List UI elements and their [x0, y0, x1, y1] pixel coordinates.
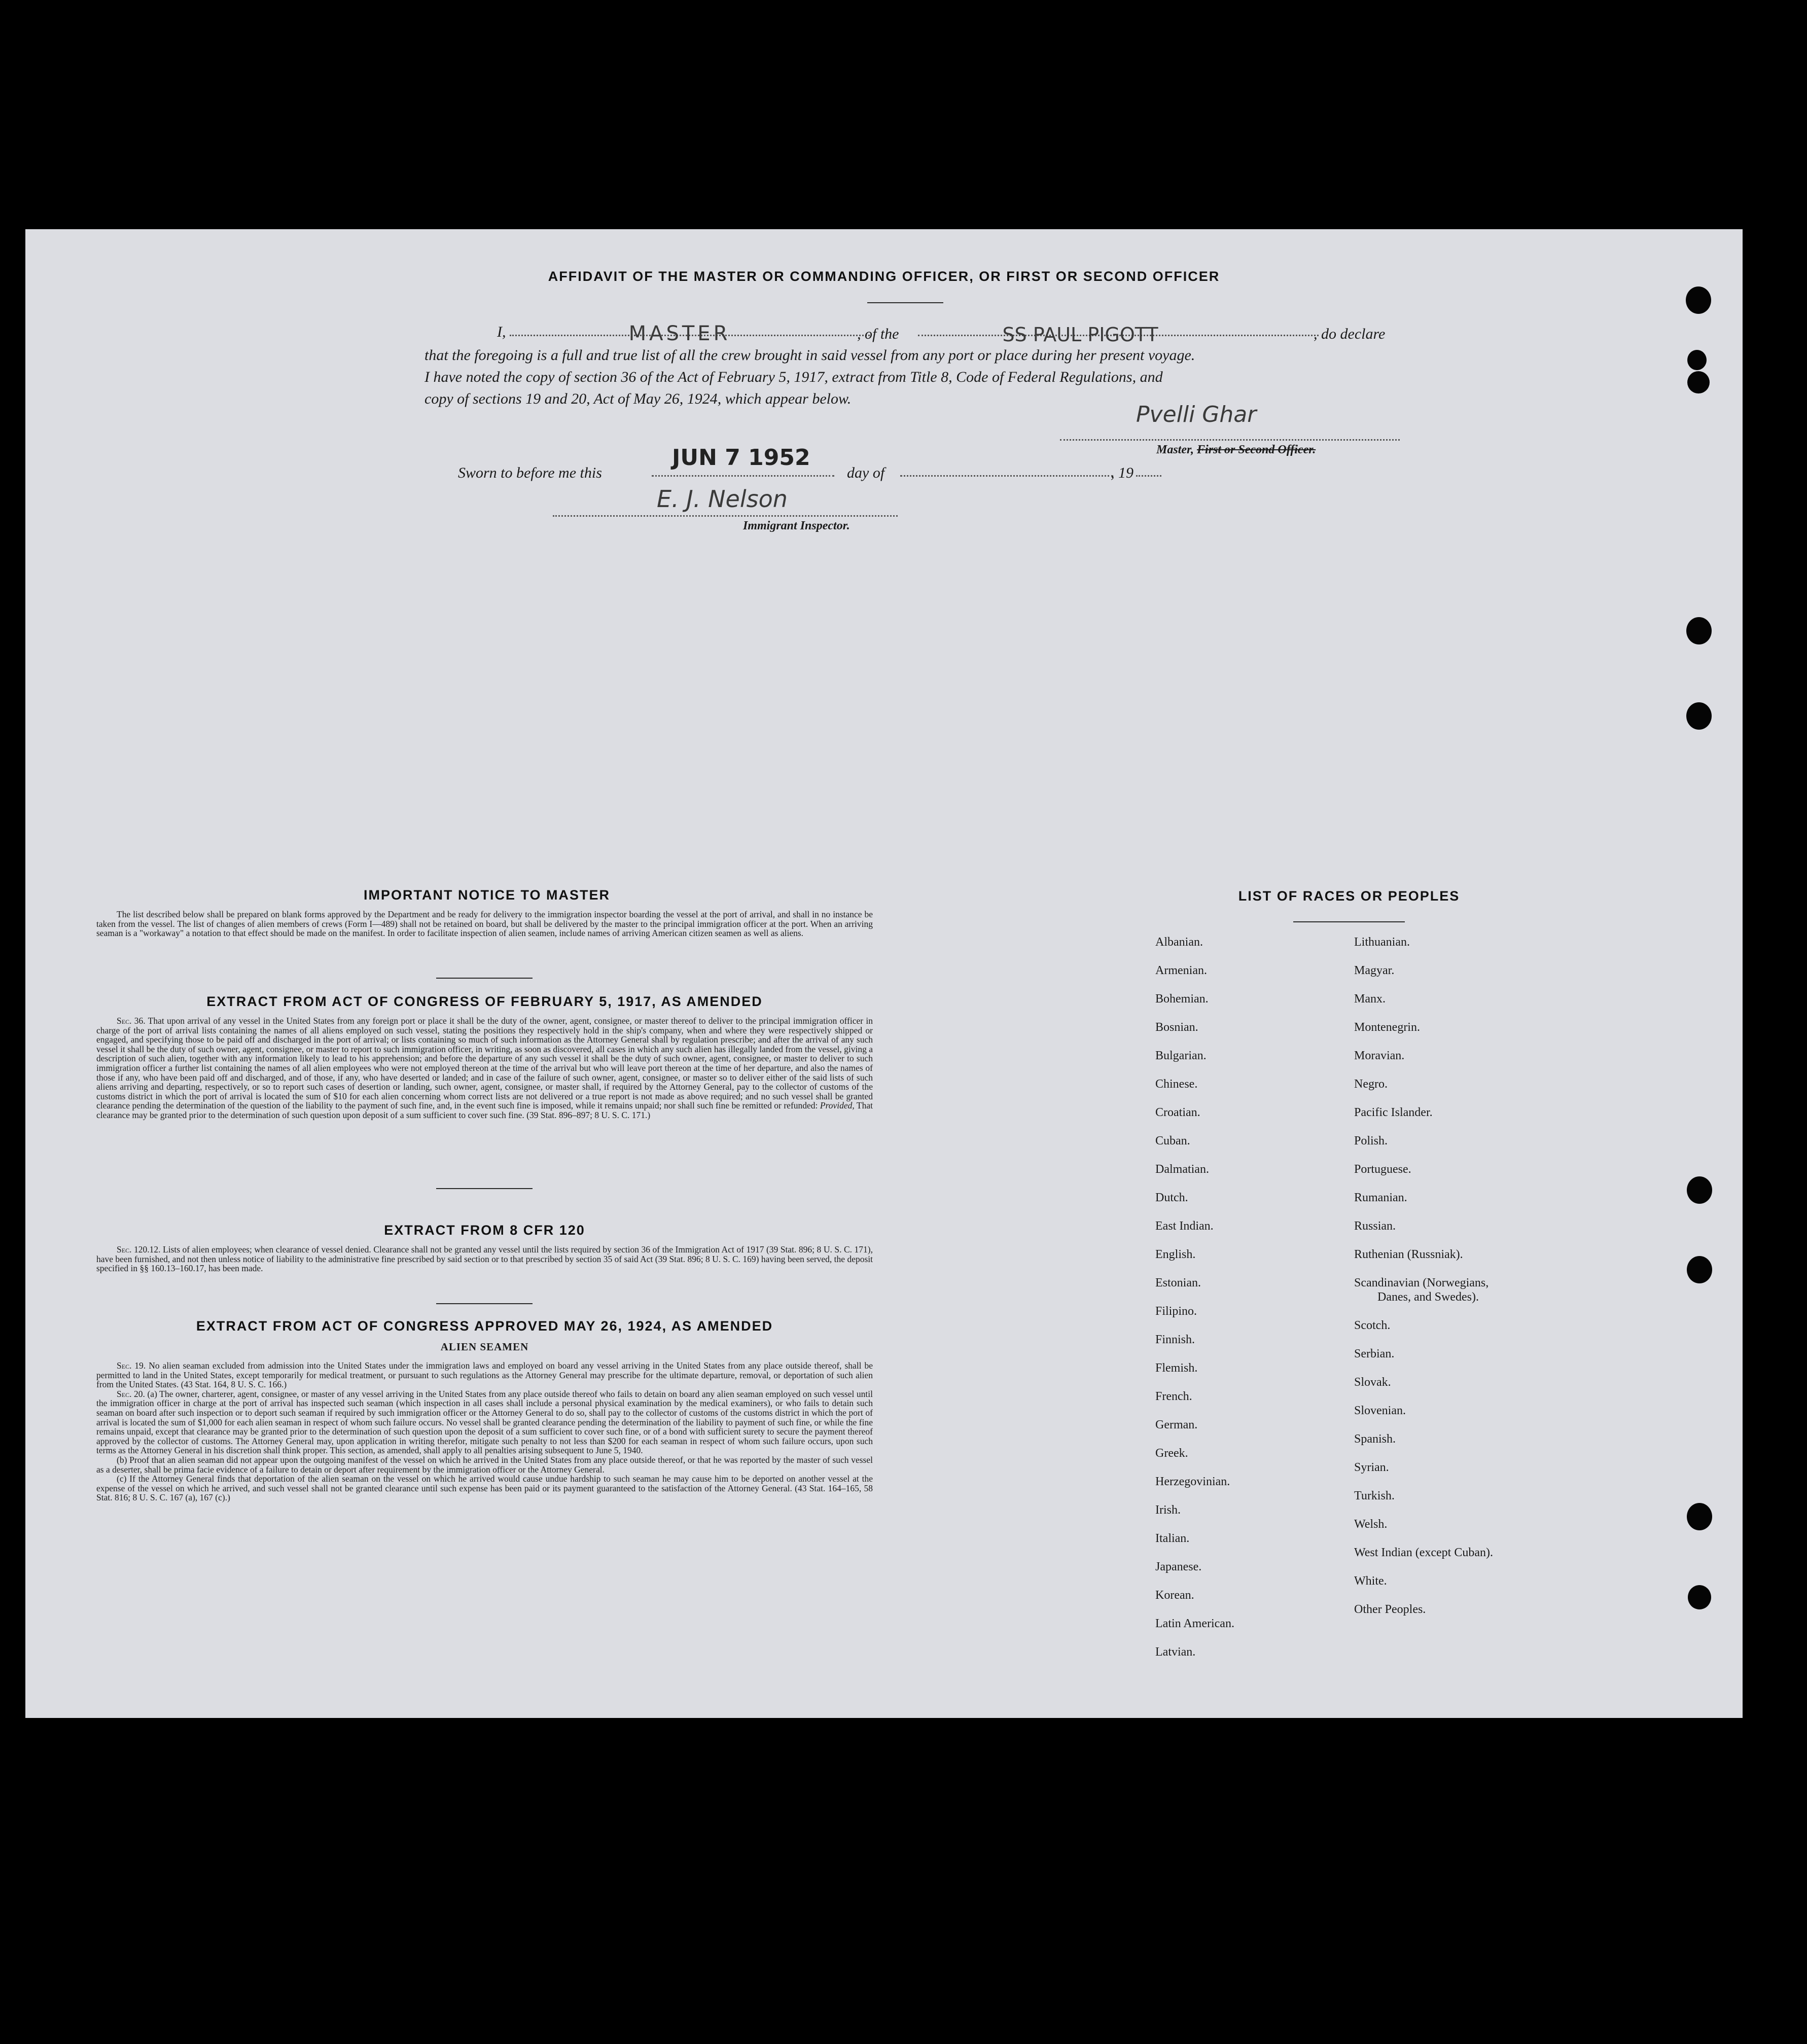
- affidavit-i-label: I,: [497, 324, 506, 340]
- punch-hole: [1687, 350, 1707, 370]
- sworn-date-stamp: JUN 7 1952: [672, 445, 810, 471]
- notice-body: [96, 910, 873, 938]
- race-item: Russian.: [1354, 1220, 1396, 1233]
- sec36-label: Sec. 36.: [117, 1016, 146, 1026]
- race-item: Bulgarian.: [1155, 1049, 1207, 1062]
- race-item: Latin American.: [1155, 1617, 1234, 1630]
- race-item: Filipino.: [1155, 1305, 1197, 1318]
- inspector-signature: E. J. Nelson: [657, 485, 788, 513]
- divider: [436, 1303, 533, 1304]
- sec19-label: Sec. 19.: [117, 1360, 146, 1371]
- race-item: Estonian.: [1155, 1276, 1201, 1289]
- cfr-heading: EXTRACT FROM 8 CFR 120: [384, 1223, 585, 1238]
- race-item: Montenegrin.: [1354, 1021, 1420, 1034]
- sec20a-paragraph: [96, 1389, 873, 1455]
- document-page: [25, 229, 1743, 1718]
- sec20a-text: (a) The owner, charterer, agent, consignee, or master of any vessel arriving in the United States from any place outside thereof who fails to detain on board any alien seaman employed on such vessel until the immigration officer in charge at the port of arrival has inspected such seaman (which inspection in all cases shall include a personal physical examination by the medical examiners), or who fails to detain such seaman on board after such inspection or to deport such seaman if required by such immigration officer or the Attorney General to do so, shall pay to the collector of customs of the customs district in which the port of arrival is located the sum of $1,000 for each alien seaman in respect of whom such failure occurs. No vessel shall be granted clearance pending the determination of the liability to payment of such fine, or while the fine remains unpaid, except that clearance may be granted prior to the determination of such question upon the deposit of a sum sufficient to cover such fine, or of a bond with sufficient surety to secure the payment thereof approved by the collector of customs. The Attorney General may, upon application in writing therefor, mitigate such penalty to not less than $200 for each seaman in respect of whom such failure occurs, upon such terms as the Attorney General in his discretion shall think proper. This section, as amended, shall apply to all penalties arising subsequent to June 5, 1940.: [96, 1388, 873, 1456]
- sec20c-text: (c) If the Attorney General finds that deportation of the alien seaman on the vessel on which he arrived would cause undue hardship to such seaman he may cause him to be deported on another vessel at the expense of the vessel on which he arrived, and such vessel shall not be granted clearance until such expense has been paid or its payment guaranteed to the satisfaction of the Attorney General. (43 Stat. 164–165, 58 Stat. 816; 8 U. S. C. 167 (a), 167 (c).): [96, 1474, 873, 1503]
- race-item: Polish.: [1354, 1134, 1388, 1147]
- race-item: Other Peoples.: [1354, 1603, 1426, 1616]
- month-line: [900, 475, 1113, 477]
- race-item: East Indian.: [1155, 1220, 1214, 1233]
- race-item: Portuguese.: [1354, 1163, 1411, 1176]
- sec20b-text: (b) Proof that an alien seaman did not appear upon the outgoing manifest of the vessel on which he arrived in the United States from any place outside thereof, or that he was reported by the master of such vessel as a deserter, shall be prima facie evidence of a failure to detain or deport after requirement by the immigration officer or the Attorney General.: [96, 1454, 873, 1475]
- signer-title-struck: First or Second Officer.: [1197, 443, 1316, 456]
- race-item: Syrian.: [1354, 1461, 1389, 1474]
- race-item: Welsh.: [1354, 1518, 1388, 1531]
- races-heading: LIST OF RACES OR PEOPLES: [1238, 888, 1460, 904]
- extract-1917-heading: EXTRACT FROM ACT OF CONGRESS OF FEBRUARY 5, 1917, AS AMENDED: [206, 994, 763, 1009]
- race-item: Ruthenian (Russniak).: [1354, 1248, 1463, 1261]
- race-item: Flemish.: [1155, 1361, 1198, 1375]
- sworn-date-line: [652, 475, 834, 477]
- punch-hole: [1687, 1503, 1712, 1530]
- race-item: French.: [1155, 1390, 1192, 1403]
- punch-hole: [1686, 286, 1711, 314]
- race-item: Scotch.: [1354, 1319, 1391, 1332]
- year-prefix: , 19: [1111, 464, 1133, 481]
- race-item: Magyar.: [1354, 964, 1395, 977]
- affidavit-line2: that the foregoing is a full and true list of all the crew brought in said vessel from any port or place during her present voyage.: [424, 347, 1195, 364]
- punch-hole: [1687, 1256, 1712, 1283]
- race-item: Danes, and Swedes).: [1377, 1290, 1479, 1304]
- race-item: Dutch.: [1155, 1191, 1188, 1204]
- race-item: Italian.: [1155, 1532, 1190, 1545]
- race-item: Slovenian.: [1354, 1404, 1406, 1417]
- race-item: Dalmatian.: [1155, 1163, 1209, 1176]
- race-item: Latvian.: [1155, 1645, 1196, 1659]
- race-item: Cuban.: [1155, 1134, 1190, 1147]
- race-item: Scandinavian (Norwegians,: [1354, 1276, 1489, 1289]
- race-item: Rumanian.: [1354, 1191, 1407, 1204]
- master-signature: Pvelli Ghar: [1136, 402, 1257, 427]
- affidavit-of-the: , of the: [857, 326, 899, 342]
- master-signature-line: [1060, 439, 1400, 441]
- race-item: Pacific Islander.: [1354, 1106, 1433, 1119]
- extract-1924-body: [96, 1361, 873, 1502]
- race-item: German.: [1155, 1418, 1198, 1431]
- notice-text: The list described below shall be prepared on blank forms approved by the Department and be ready for delivery to the immigration inspector boarding the vessel at the port of arrival, and shall in no instance be taken from the vessel. The list of changes of alien members of crews (Form I—489) shall not be retained on board, but shall be delivered by the master to the principal immigration officer at the port. When an arriving seaman is a "workaway" a notation to that effect should be made on the manifest. In order to facilitate inspection of alien seamen, include names of arriving American citizen seamen as well as aliens.: [96, 909, 873, 939]
- cfr-body: [96, 1245, 873, 1273]
- race-item: Lithuanian.: [1354, 936, 1410, 949]
- punch-hole: [1686, 617, 1712, 644]
- affidavit-do-declare: , do declare: [1314, 326, 1386, 342]
- race-item: Manx.: [1354, 992, 1386, 1006]
- extract-1924-heading: EXTRACT FROM ACT OF CONGRESS APPROVED MAY 26, 1924, AS AMENDED: [196, 1318, 773, 1334]
- sec120-text: Lists of alien employees; when clearance of vessel denied. Clearance shall not be granted any vessel until the lists required by section 36 of the Immigration Act of 1917 (39 Stat. 896; 8 U. S. C. 171), have been furnished, and not then unless notice of liability to the administrative fine prescribed by said section or to that prescribed by section 35 of said Act (39 Stat. 896; 8 U. S. C. 169) having been served, the deposit specified in §§ 160.13–160.17, has been made.: [96, 1244, 873, 1274]
- races-column-2: [1354, 935, 1638, 1631]
- divider: [1293, 921, 1405, 922]
- race-item: Japanese.: [1155, 1560, 1202, 1573]
- sec19-text: No alien seaman excluded from admission into the United States under the immigration laws and employed on board any vessel arriving in the United States from any place outside thereof, shall be permitted to land in the United States, except temporarily for medical treatment, or pursuant to such regulations as the Attorney General may prescribe for the ultimate departure, removal, or deportation of such alien from the United States. (43 Stat. 164, 8 U. S. C. 166.): [96, 1360, 873, 1390]
- race-item: Finnish.: [1155, 1333, 1195, 1346]
- year-line: [1136, 475, 1161, 477]
- punch-hole: [1688, 1585, 1711, 1609]
- inspector-signature-line: [553, 515, 898, 517]
- sec20c-paragraph: [96, 1474, 873, 1502]
- race-item: Bosnian.: [1155, 1021, 1198, 1034]
- race-item: Turkish.: [1354, 1489, 1395, 1502]
- race-item: Herzegovinian.: [1155, 1475, 1230, 1488]
- affidavit-heading: AFFIDAVIT OF THE MASTER OR COMMANDING OFFICER, OR FIRST OR SECOND OFFICER: [548, 269, 1220, 284]
- vessel-name: SS PAUL PIGOTT: [1002, 324, 1158, 346]
- sec36-text: That upon arrival of any vessel in the United States from any foreign port or place it shall be the duty of the owner, agent, consignee, or master thereof to deliver to the principal immigration officer in charge of the port of arrival lists containing the names of all aliens employed on such vessel, stating the positions they respectively hold in the ship's company, when and where they were respectively shipped or engaged, and specifying those to be paid off and discharged in the port of arrival; or lists containing so much of such information as the Attorney General shall by regulation prescribe; and after the arrival of any such vessel it shall be the duty of such owner, agent, consignee, or master to report to such immigration officer, in writing, as soon as discovered, all cases in which any such alien has illegally landed from the vessel, giving a description of such alien, together with any information likely to lead to his apprehension; and before the departure of any such vessel it shall be the duty of such owner, agent, consignee, or master to deliver to such immigration officer a further list containing the names of all alien employees who were not employed thereon at the time of the arrival but who will leave port thereon at the time of her departure, and also the names of those if any, who have been paid off and discharged, and of those, if any, who have deserted or landed; and in case of the failure of such owner, agent, consignee, or master so to deliver either of the said lists of such aliens arriving and departing, respectively, or so to report such cases of desertion or landing, such owner, agent, consignee, or master shall, if required by the Attorney General, pay to the collector of customs of the customs district in which the port of arrival is located the sum of $10 for each alien concerning whom correct lists are not delivered or a true report is not made as above required; and no such vessel shall be granted clearance pending the determination of the question of the liability to the payment of such fine, and, in the event such fine is imposed, while it remains unpaid; nor shall such fine be remitted or refunded:: [96, 1016, 873, 1111]
- sec36-tail: That clearance may be granted prior to the determination of such question upon deposit of a sum sufficient to cover such fine. (39 Stat. 896–897; 8 U. S. C. 171.): [96, 1100, 873, 1120]
- signer-title-prefix: Master,: [1156, 443, 1197, 456]
- race-item: Moravian.: [1354, 1049, 1405, 1062]
- sec19-paragraph: [96, 1361, 873, 1389]
- race-item: Irish.: [1155, 1503, 1181, 1517]
- race-item: Negro.: [1354, 1078, 1388, 1091]
- punch-hole: [1686, 702, 1712, 730]
- sec20-label: Sec. 20.: [117, 1388, 145, 1399]
- race-item: Armenian.: [1155, 964, 1207, 977]
- extract-1917-body: [96, 1016, 873, 1120]
- sworn-label: Sworn to before me this: [458, 464, 602, 481]
- sec20b-paragraph: [96, 1455, 873, 1474]
- race-item: English.: [1155, 1248, 1196, 1261]
- inspector-title: Immigrant Inspector.: [743, 519, 850, 532]
- divider: [867, 302, 943, 303]
- sec36-provided: Provided,: [820, 1100, 855, 1111]
- race-item: Albanian.: [1155, 936, 1203, 949]
- day-of-label: day of: [847, 464, 885, 481]
- punch-hole: [1687, 1176, 1712, 1204]
- race-item: Korean.: [1155, 1589, 1194, 1602]
- race-item: Spanish.: [1354, 1432, 1396, 1446]
- race-item: Greek.: [1155, 1447, 1188, 1460]
- divider: [436, 978, 533, 979]
- race-item: Croatian.: [1155, 1106, 1200, 1119]
- affidavit-line3: I have noted the copy of section 36 of the Act of February 5, 1917, extract from Title 8, Code of Federal Regulations, and: [424, 369, 1163, 385]
- race-item: Chinese.: [1155, 1078, 1198, 1091]
- punch-hole: [1687, 371, 1710, 393]
- race-item: Bohemian.: [1155, 992, 1209, 1006]
- notice-heading: IMPORTANT NOTICE TO MASTER: [364, 887, 610, 903]
- race-item: Serbian.: [1354, 1347, 1395, 1360]
- signer-title: [1156, 443, 1316, 457]
- race-item: White.: [1354, 1574, 1387, 1588]
- races-column-1: [1155, 935, 1338, 1673]
- affidavit-line4: copy of sections 19 and 20, Act of May 26, 1924, which appear below.: [424, 390, 852, 407]
- sec120-label: Sec. 120.12.: [117, 1244, 161, 1254]
- divider: [436, 1188, 533, 1189]
- declarant-name: MASTER: [628, 322, 731, 345]
- race-item: West Indian (except Cuban).: [1354, 1546, 1493, 1559]
- alien-seamen-subheading: ALIEN SEAMEN: [440, 1341, 529, 1353]
- race-item: Slovak.: [1354, 1376, 1391, 1389]
